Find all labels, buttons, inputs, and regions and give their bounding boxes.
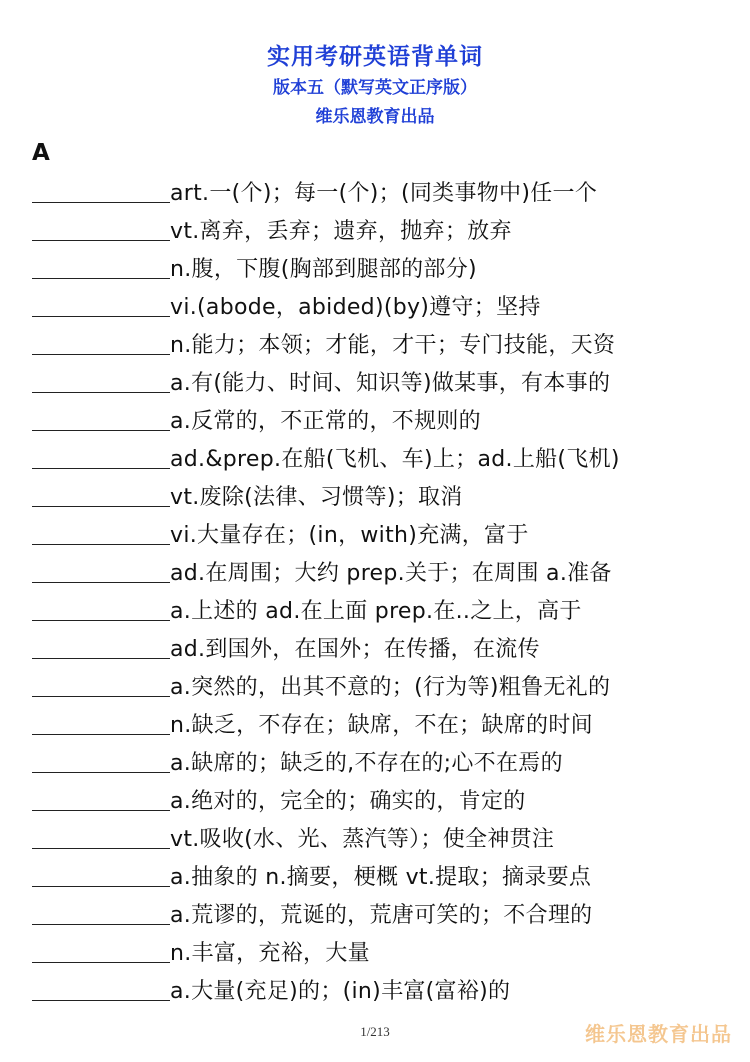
answer-blank [32,771,170,773]
answer-blank [32,315,170,317]
section-letter: A [32,140,50,166]
answer-blank [32,239,170,241]
vocab-definition: a.抽象的 n.摘要，梗概 vt.提取；摘录要点 [170,865,592,890]
vocab-entry [32,934,732,972]
vocab-entry [32,402,732,440]
answer-blank [32,923,170,925]
page-number: 1/213 [360,1024,390,1039]
vocab-definition: vt.废除(法律、习惯等)；取消 [170,485,463,510]
vocab-entry [32,744,732,782]
answer-blank [32,885,170,887]
answer-blank [32,581,170,583]
answer-blank [32,467,170,469]
answer-blank [32,201,170,203]
answer-blank [32,619,170,621]
vocab-definition: n.丰富，充裕，大量 [170,941,370,966]
vocab-entry [32,326,732,364]
vocab-definition: vi.大量存在；(in，with)充满，富于 [170,523,529,548]
vocab-definition: a.上述的 ad.在上面 prep.在..之上，高于 [170,599,582,624]
vocab-definition: a.大量(充足)的；(in)丰富(富裕)的 [170,979,511,1004]
answer-blank [32,505,170,507]
document-subtitle: 版本五（默写英文正序版） [273,78,477,98]
answer-blank [32,353,170,355]
answer-blank [32,277,170,279]
vocab-definition: a.有(能力、时间、知识等)做某事，有本事的 [170,371,611,396]
vocab-entry [32,592,732,630]
vocab-definition: a.荒谬的，荒诞的，荒唐可笑的；不合理的 [170,903,593,928]
vocab-definition: n.能力；本领；才能，才干；专门技能，天资 [170,333,616,358]
vocab-entry [32,440,732,478]
vocab-entry [32,858,732,896]
vocab-definition: a.反常的，不正常的，不规则的 [170,409,481,434]
vocab-definition: ad.&prep.在船(飞机、车)上；ad.上船(飞机) [170,447,620,472]
vocabulary-list [32,174,732,1010]
vocab-entry [32,174,732,212]
answer-blank [32,733,170,735]
vocab-entry [32,212,732,250]
vocab-definition: vi.(abode，abided)(by)遵守；坚持 [170,295,541,320]
vocab-definition: vt.离弃，丢弃；遗弃，抛弃；放弃 [170,219,512,244]
vocab-definition: a.绝对的，完全的；确实的，肯定的 [170,789,526,814]
vocab-definition: vt.吸收(水、光、蒸汽等）；使全神贯注 [170,827,555,852]
vocab-definition: n.缺乏，不存在；缺席，不在；缺席的时间 [170,713,593,738]
vocab-entry [32,516,732,554]
vocab-entry [32,478,732,516]
answer-blank [32,809,170,811]
vocab-definition: n.腹，下腹(胸部到腿部的部分) [170,257,477,282]
vocab-definition: ad.在周围；大约 prep.关于；在周围 a.准备 [170,561,612,586]
vocab-entry [32,364,732,402]
vocab-entry [32,288,732,326]
vocab-entry [32,554,732,592]
document-header [0,40,750,132]
answer-blank [32,657,170,659]
answer-blank [32,543,170,545]
answer-blank [32,391,170,393]
answer-blank [32,429,170,431]
vocab-entry [32,668,732,706]
document-title: 实用考研英语背单词 [267,44,483,70]
watermark-logo: 维乐恩教育出品 [585,1022,732,1046]
vocab-entry [32,250,732,288]
vocab-entry [32,896,732,934]
vocab-entry [32,782,732,820]
vocab-definition: a.缺席的；缺乏的,不存在的;心不在焉的 [170,751,563,776]
vocab-definition: ad.到国外，在国外；在传播，在流传 [170,637,540,662]
vocab-entry [32,630,732,668]
vocab-definition: art.一(个)；每一(个)；(同类事物中)任一个 [170,181,598,206]
vocab-entry [32,706,732,744]
answer-blank [32,961,170,963]
vocab-entry [32,820,732,858]
publisher-line: 维乐恩教育出品 [315,107,435,127]
answer-blank [32,695,170,697]
vocab-entry [32,972,732,1010]
answer-blank [32,999,170,1001]
vocab-definition: a.突然的，出其不意的；(行为等)粗鲁无礼的 [170,675,611,700]
answer-blank [32,847,170,849]
